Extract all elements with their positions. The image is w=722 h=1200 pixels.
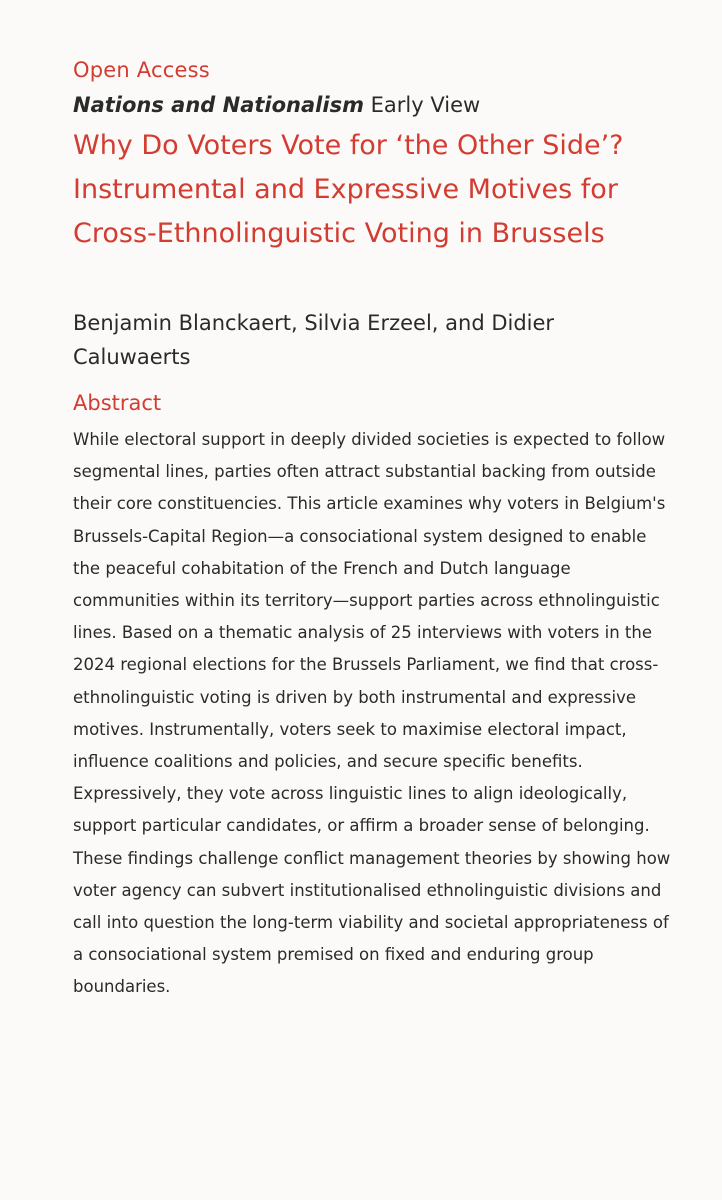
article-title: Why Do Voters Vote for ‘the Other Side’? Instrumental and Expressive Motives for Cross-Ethnolinguistic Voting in Brussels (73, 130, 624, 249)
journal-status: Early View (370, 93, 481, 117)
abstract-heading: Abstract (73, 391, 162, 415)
journal-name: Nations and Nationalism (73, 93, 364, 117)
open-access-label: Open Access (73, 58, 210, 82)
abstract-text: While electoral support in deeply divided societies is expected to follow segmental lines, parties often attract substantial backing from outside their core constituencies. This article examines why voters in Belgium's Brussels-Capital Region—a consociational system designed to enable the peaceful cohabitation of the French and Dutch language communities within its territory—support parties across ethnolinguistic lines. Based on a thematic analysis of 25 interviews with voters in the 2024 regional elections for the Brussels Parliament, we find that cross-ethnolinguistic voting is driven by both instrumental and expressive motives. Instrumentally, voters seek to maximise electoral impact, influence coalitions and policies, and secure specific benefits. Expressively, they vote across linguistic lines to align ideologically, support particular candidates, or affirm a broader sense of belonging. These findings challenge conflict management theories by showing how voter agency can subvert institutionalised ethnolinguistic divisions and call into question the long-term viability and societal appropriateness of a consociational system premised on fixed and enduring group boundaries. (73, 430, 671, 997)
journal-line (73, 91, 480, 119)
article-authors: Benjamin Blanckaert, Silvia Erzeel, and Didier Caluwaerts (73, 311, 555, 369)
